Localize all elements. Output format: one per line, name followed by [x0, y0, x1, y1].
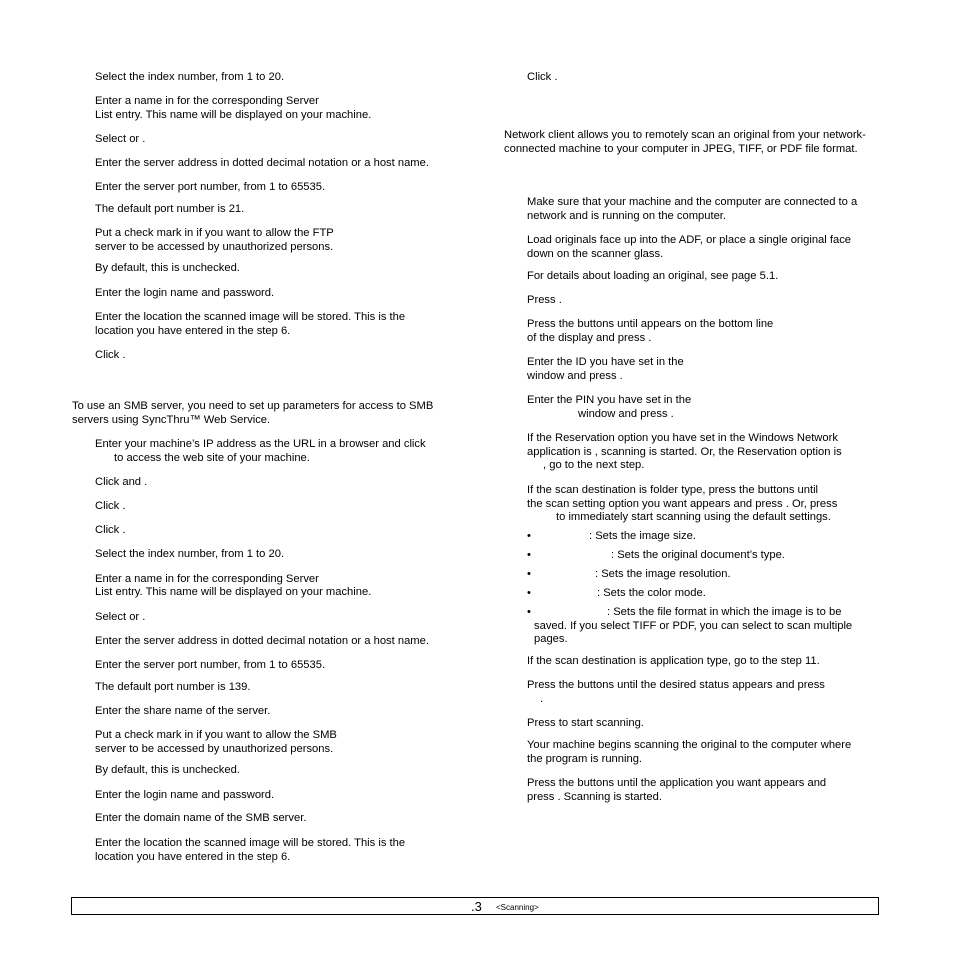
ftp-step-location: Enter the location the scanned image will be stored. This is the — [95, 311, 406, 323]
network-intro: Network client allows you to remotely scan an original from your network- — [504, 129, 866, 141]
bullet-format: : Sets the file format in which the image is to be — [607, 606, 842, 618]
net-step-load: Load originals face up into the ADF, or place a single original face — [527, 234, 852, 246]
smb-intro: To use an SMB server, you need to set up parameters for access to SMB — [72, 400, 434, 412]
net-step-application: If the scan destination is application type, go to the step 11. — [527, 655, 820, 667]
smb-step-anonymous-cont: server to be accessed by unauthorized persons. — [95, 743, 334, 755]
smb-step-index: Select the index number, from 1 to 20. — [95, 548, 285, 560]
net-step-reservation-cont2: , go to the next step. — [543, 459, 645, 471]
smb-step-click-smb: Click . — [95, 500, 126, 512]
net-step-connected: Make sure that your machine and the computer are connected to a — [527, 196, 858, 208]
ftp-step-location-cont: location you have entered in the step 6. — [95, 325, 291, 337]
net-step-folder: If the scan destination is folder type, press the buttons until — [527, 484, 819, 496]
bullet-size: : Sets the image size. — [589, 530, 696, 542]
ftp-step-select: Select or . — [95, 133, 146, 145]
smb-step-browser-cont: to access the web site of your machine. — [114, 452, 310, 464]
net-step-press-scan: Press . — [527, 294, 562, 306]
bullet-marker: • — [527, 606, 531, 618]
net-step-begins: Your machine begins scanning the original to the computer where — [527, 739, 852, 751]
right-click-top: Click . — [527, 71, 558, 83]
ftp-step-login: Enter the login name and password. — [95, 287, 275, 299]
smb-step-click-settings: Click and . — [95, 476, 148, 488]
page-number: .3 — [471, 899, 482, 914]
net-step-begins-cont: the program is running. — [527, 753, 643, 765]
smb-step-location-cont: location you have entered in the step 6. — [95, 851, 291, 863]
bullet-type: : Sets the original document’s type. — [611, 549, 785, 561]
bullet-marker: • — [527, 587, 531, 599]
net-step-enter-pin: Enter the PIN you have set in the — [527, 394, 692, 406]
smb-step-click-add: Click . — [95, 524, 126, 536]
network-intro-cont: connected machine to your computer in JPEG, TIFF, or PDF file format. — [504, 143, 858, 155]
smb-step-port: Enter the server port number, from 1 to 65535. — [95, 659, 326, 671]
smb-step-address: Enter the server address in dotted decimal notation or a host name. — [95, 635, 429, 647]
smb-default-port: The default port number is 139. — [95, 681, 251, 693]
ftp-default-port: The default port number is 21. — [95, 203, 245, 215]
smb-step-name: Enter a name in for the corresponding Server — [95, 573, 319, 585]
smb-step-domain: Enter the domain name of the SMB server. — [95, 812, 307, 824]
net-step-app-select: Press the buttons until the application you want appears and — [527, 777, 827, 789]
ftp-step-click: Click . — [95, 349, 126, 361]
bullet-marker: • — [527, 530, 531, 542]
net-step-load-details: For details about loading an original, see page 5.1. — [527, 270, 779, 282]
net-step-enter-pin-cont: window and press . — [578, 408, 674, 420]
smb-default-unchecked: By default, this is unchecked. — [95, 764, 240, 776]
net-step-status: Press the buttons until the desired status appears and press — [527, 679, 825, 691]
net-step-folder-cont: the scan setting option you want appears and press . Or, press — [527, 498, 838, 510]
net-step-connected-cont: network and is running on the computer. — [527, 210, 727, 222]
bullet-format-cont: saved. If you select TIFF or PDF, you can select to scan multiple — [534, 620, 853, 632]
net-step-start: Press to start scanning. — [527, 717, 644, 729]
net-step-status-cont: . — [540, 693, 544, 705]
net-step-enter-id-cont: window and press . — [527, 370, 623, 382]
net-step-app-select-cont: press . Scanning is started. — [527, 791, 662, 803]
smb-step-select: Select or . — [95, 611, 146, 623]
net-step-press-buttons: Press the buttons until appears on the bottom line — [527, 318, 774, 330]
smb-step-anonymous: Put a check mark in if you want to allow the SMB — [95, 729, 337, 741]
ftp-step-name: Enter a name in for the corresponding Server — [95, 95, 319, 107]
smb-intro-cont: servers using SyncThru™ Web Service. — [72, 414, 271, 426]
smb-step-name-cont: List entry. This name will be displayed on your machine. — [95, 586, 372, 598]
ftp-default-unchecked: By default, this is unchecked. — [95, 262, 240, 274]
net-step-load-cont: down on the scanner glass. — [527, 248, 664, 260]
net-step-folder-cont2: to immediately start scanning using the default settings. — [556, 511, 831, 523]
ftp-step-index: Select the index number, from 1 to 20. — [95, 71, 285, 83]
bullet-resolution: : Sets the image resolution. — [595, 568, 731, 580]
ftp-step-name-cont: List entry. This name will be displayed on your machine. — [95, 109, 372, 121]
bullet-marker: • — [527, 549, 531, 561]
bullet-format-cont2: pages. — [534, 633, 568, 645]
net-step-reservation: If the Reservation option you have set in the Windows Network — [527, 432, 838, 444]
net-step-enter-id: Enter the ID you have set in the — [527, 356, 684, 368]
smb-step-login: Enter the login name and password. — [95, 789, 275, 801]
bullet-marker: • — [527, 568, 531, 580]
ftp-step-anonymous-cont: server to be accessed by unauthorized persons. — [95, 241, 334, 253]
smb-step-location: Enter the location the scanned image will be stored. This is the — [95, 837, 406, 849]
net-step-reservation-cont: application is , scanning is started. Or, the Reservation option is — [527, 446, 842, 458]
ftp-step-port: Enter the server port number, from 1 to 65535. — [95, 181, 326, 193]
smb-step-browser: Enter your machine’s IP address as the URL in a browser and click — [95, 438, 426, 450]
ftp-step-anonymous: Put a check mark in if you want to allow the FTP — [95, 227, 334, 239]
net-step-press-buttons-cont: of the display and press . — [527, 332, 652, 344]
section-label: <Scanning> — [496, 903, 539, 912]
ftp-step-address: Enter the server address in dotted decimal notation or a host name. — [95, 157, 429, 169]
bullet-color: : Sets the color mode. — [597, 587, 706, 599]
smb-step-share: Enter the share name of the server. — [95, 705, 271, 717]
